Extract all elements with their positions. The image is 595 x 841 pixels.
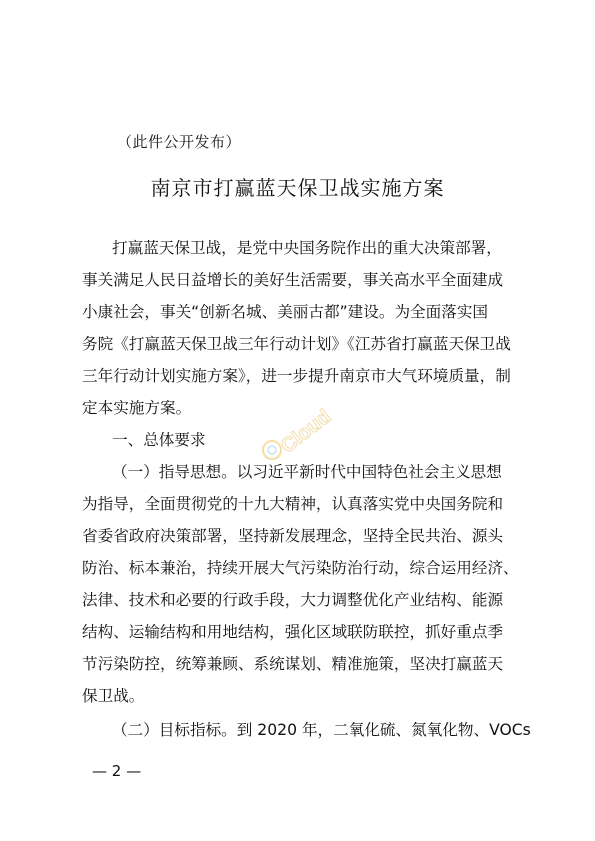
section-heading: 一、总体要求 — [112, 431, 206, 449]
paragraph-line: （一）指导思想。以习近平新时代中国特色社会主义思想 — [112, 463, 502, 481]
paragraph-line: 事关满足人民日益增长的美好生活需要，事关高水平全面建成 — [82, 271, 504, 289]
publication-notice: （此件公开发布） — [117, 133, 242, 151]
paragraph-line: 法律、技术和必要的行政手段，大力调整优化产业结构、能源 — [82, 591, 504, 609]
watermark-text: Cloud — [277, 405, 336, 458]
document-title: 南京市打赢蓝天保卫战实施方案 — [150, 176, 445, 200]
cloud-watermark — [258, 398, 348, 468]
paragraph-line: 为指导，全面贯彻党的十九大精神，认真落实党中央国务院和 — [82, 495, 504, 513]
paragraph-line: 结构、运输结构和用地结构，强化区域联防联控，抓好重点季 — [82, 623, 504, 641]
paragraph-line: 省委省政府决策部署，坚持新发展理念，坚持全民共治、源头 — [82, 527, 504, 545]
paragraph-line: （二）目标指标。到 2020 年，二氧化硫、氮氧化物、VOCs — [112, 721, 531, 739]
paragraph-line: 节污染防控，统筹兼顾、系统谋划、精准施策，坚决打赢蓝天 — [82, 655, 504, 673]
paragraph-line: 防治、标本兼治，持续开展大气污染防治行动，综合运用经济、 — [82, 559, 519, 577]
paragraph-line: 保卫战。 — [82, 687, 145, 705]
paragraph-line: 三年行动计划实施方案》，进一步提升南京市大气环境质量，制 — [82, 367, 511, 385]
paragraph-line: 小康社会，事关“创新名城、美丽古都”建设。为全面落实国 — [82, 303, 489, 321]
paragraph-line: 打赢蓝天保卫战，是党中央国务院作出的重大决策部署， — [112, 239, 502, 257]
paragraph-line: 定本实施方案。 — [82, 399, 192, 417]
page-number: — 2 — — [92, 762, 142, 780]
cloud-watermark-icon — [263, 441, 281, 459]
paragraph-line: 务院《打赢蓝天保卫战三年行动计划》《江苏省打赢蓝天保卫战 — [82, 335, 511, 353]
